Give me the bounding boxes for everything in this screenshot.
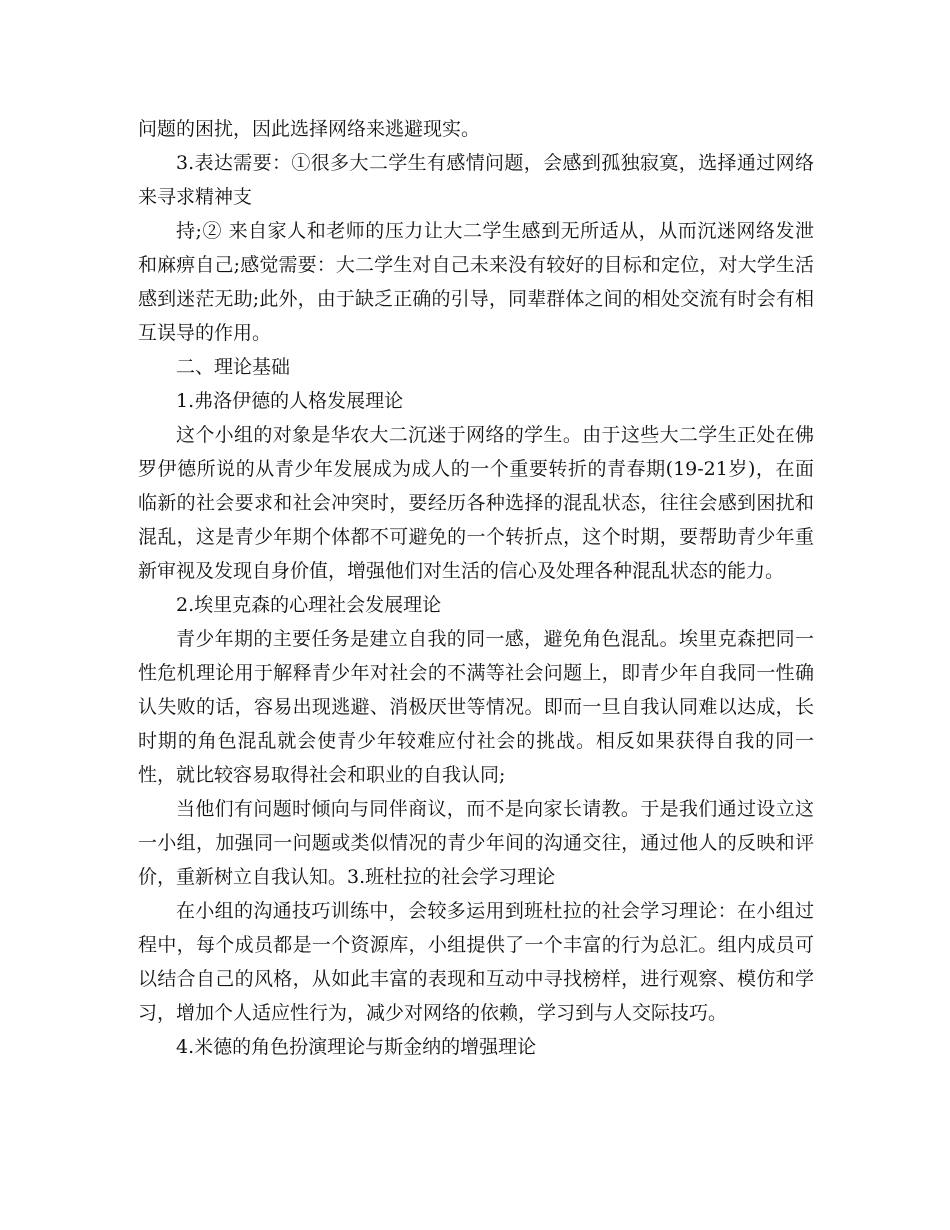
subheading-freud: 1.弗洛伊德的人格发展理论 — [176, 390, 404, 412]
subheading-mead-skinner: 4.米德的角色扮演理论与斯金纳的增强理论 — [176, 1036, 537, 1058]
document-body — [138, 112, 814, 1064]
section-heading-theory: 二、理论基础 — [176, 356, 291, 378]
paragraph-3: 持;② 来自家人和老师的压力让大二学生感到无所适从，从而沉迷网络发泄和麻痹自己;感觉需要：大二学生对自己未来没有较好的目标和定位，对大学生活感到迷茫无助;此外，由于缺乏正确的引导，同辈群体之间的相处交流有时会有相互误导的作用。 — [138, 220, 814, 344]
paragraph-freud: 这个小组的对象是华农大二沉迷于网络的学生。由于这些大二学生正处在佛罗伊德所说的从青少年发展成为成人的一个重要转折的青春期(19-21岁)，在面临新的社会要求和社会冲突时，要经历各种选择的混乱状态，往往会感到困扰和混乱，这是青少年期个体都不可避免的一个转折点，这个时期，要帮助青少年重新审视及发现自身价值，增强他们对生活的信心及处理各种混乱状态的能力。 — [138, 424, 814, 582]
paragraph-peer-group: 当他们有问题时倾向与同伴商议，而不是向家长请教。于是我们通过设立这一小组，加强同一问题或类似情况的青少年间的沟通交往，通过他人的反映和评价，重新树立自我认知。3.班杜拉的社会学习理论 — [138, 798, 814, 888]
paragraph-bandura: 在小组的沟通技巧训练中，会较多运用到班杜拉的社会学习理论：在小组过程中，每个成员都是一个资源库，小组提供了一个丰富的行为总汇。组内成员可以结合自己的风格，从如此丰富的表现和互动中寻找榜样，进行观察、模仿和学习，增加个人适应性行为，减少对网络的依赖，学习到与人交际技巧。 — [138, 900, 814, 1024]
paragraph-2: 3.表达需要：①很多大二学生有感情问题，会感到孤独寂寞，选择通过网络来寻求精神支 — [138, 152, 814, 208]
paragraph-1: 问题的困扰，因此选择网络来逃避现实。 — [138, 118, 481, 140]
subheading-erikson: 2.埃里克森的心理社会发展理论 — [176, 594, 442, 616]
paragraph-erikson: 青少年期的主要任务是建立自我的同一感，避免角色混乱。埃里克森把同一性危机理论用于解释青少年对社会的不满等社会问题上，即青少年自我同一性确认失败的话，容易出现逃避、消极厌世等情况。即而一旦自我认同难以达成，长时期的角色混乱就会使青少年较难应付社会的挑战。相反如果获得自我的同一性，就比较容易取得社会和职业的自我认同; — [138, 628, 814, 786]
